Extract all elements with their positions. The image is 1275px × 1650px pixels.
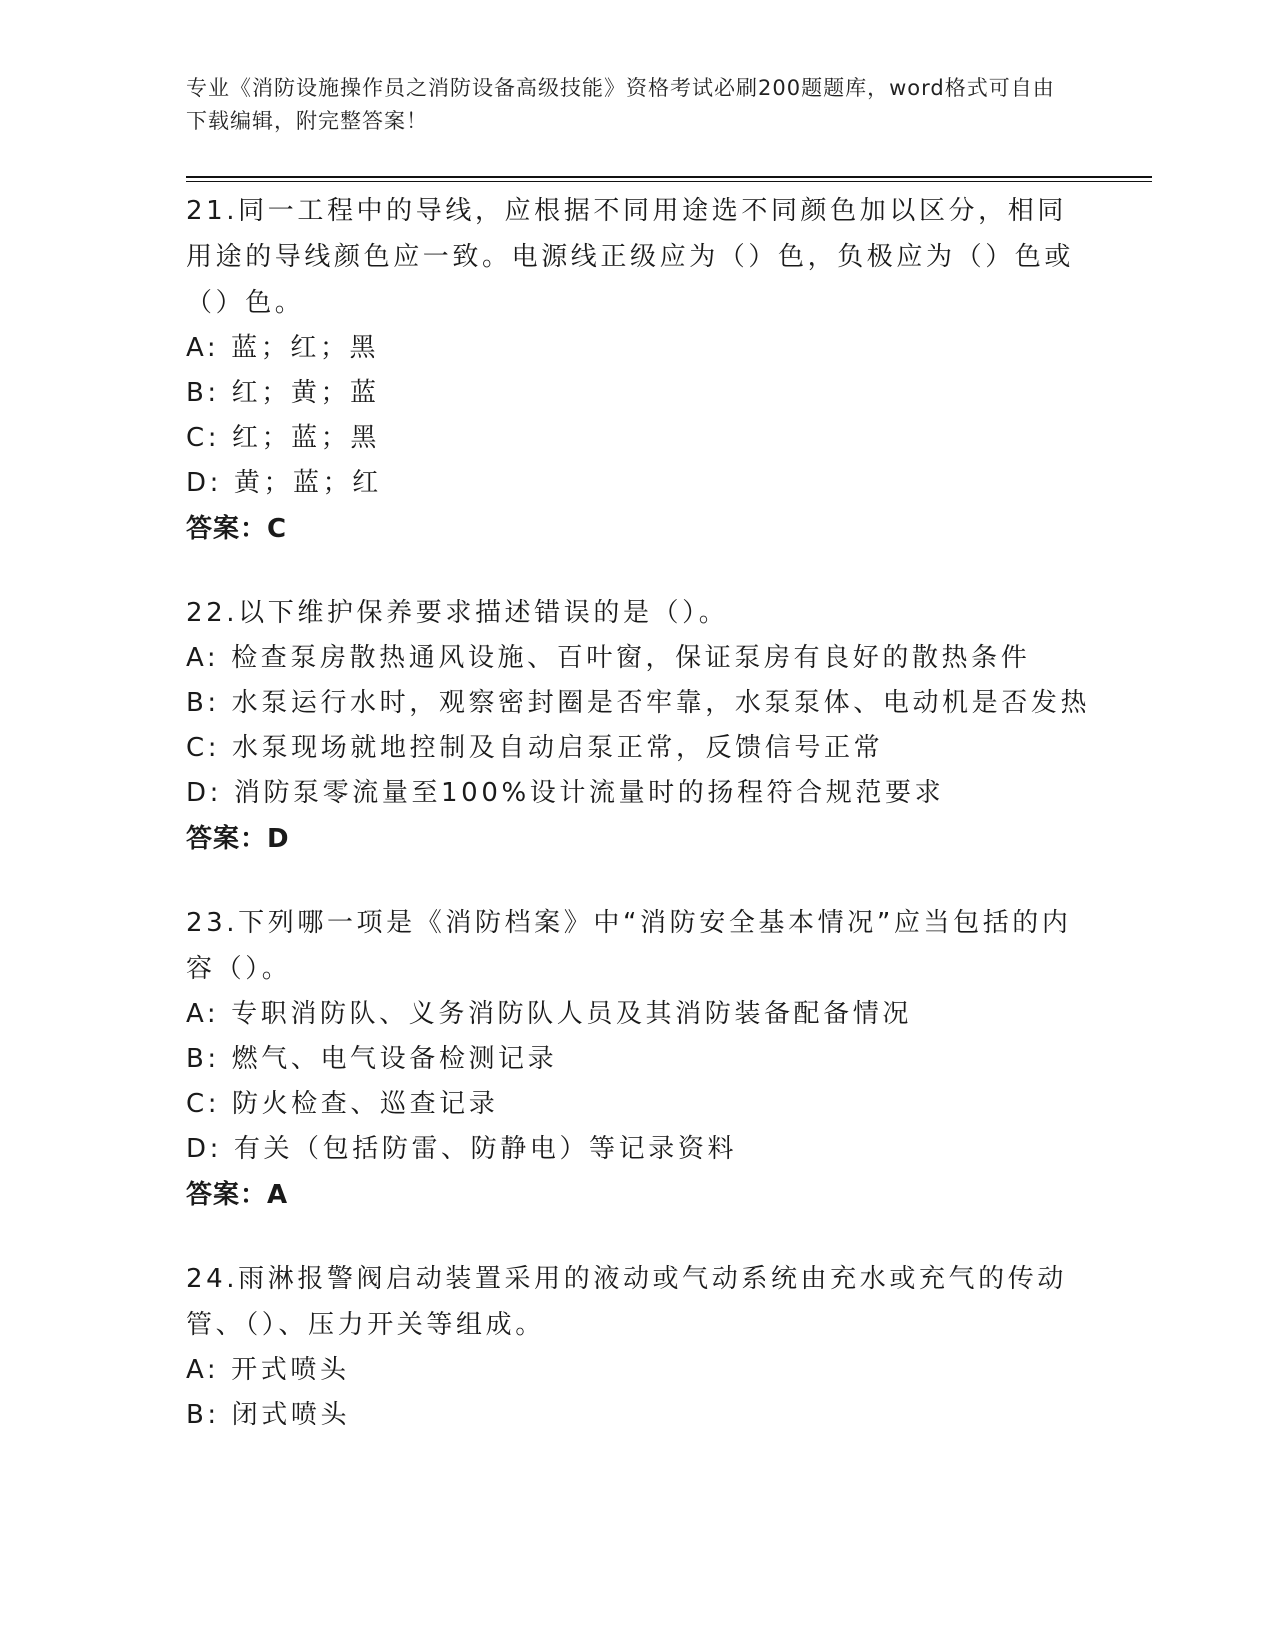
- header-divider-thick: [186, 176, 1152, 178]
- option-b: B: 燃气、电气设备检测记录: [186, 1044, 558, 1074]
- option-d: D: 黄；蓝；红: [186, 468, 382, 498]
- option-c: C: 防火检查、巡查记录: [186, 1089, 499, 1119]
- option-d: D: 消防泵零流量至100%设计流量时的扬程符合规范要求: [186, 778, 945, 808]
- question-stem: 21.同一工程中的导线，应根据不同用途选不同颜色加以区分，相同用途的导线颜色应一致。电源线正级应为（）色，负极应为（）色或（）色。: [186, 196, 1075, 318]
- option-a: A: 开式喷头: [186, 1355, 350, 1385]
- option-b: B: 闭式喷头: [186, 1400, 351, 1430]
- option-a: A: 检查泵房散热通风设施、百叶窗，保证泵房有良好的散热条件: [186, 643, 1031, 673]
- option-d: D: 有关（包括防雷、防静电）等记录资料: [186, 1134, 738, 1164]
- question-stem: 22.以下维护保养要求描述错误的是（）。: [186, 598, 729, 628]
- option-c: C: 水泵现场就地控制及自动启泵正常，反馈信号正常: [186, 733, 884, 763]
- answer: 答案：A: [186, 1180, 289, 1210]
- option-b: B: 水泵运行水时，观察密封圈是否牢靠，水泵泵体、电动机是否发热: [186, 688, 1091, 718]
- question-list: [186, 188, 1091, 1476]
- question-stem: 23.下列哪一项是《消防档案》中“消防安全基本情况”应当包括的内容（）。: [186, 908, 1072, 984]
- option-b: B: 红；黄；蓝: [186, 378, 380, 408]
- document-header: 专业《消防设施操作员之消防设备高级技能》资格考试必刷200题题库，word格式可自由下载编辑，附完整答案！: [186, 76, 1055, 133]
- question-22: [186, 590, 1091, 862]
- question-21: [186, 188, 1076, 552]
- option-c: C: 红；蓝；黑: [186, 423, 380, 453]
- question-24: [186, 1256, 1076, 1438]
- answer: 答案：C: [186, 514, 288, 544]
- question-stem: 24.雨淋报警阀启动装置采用的液动或气动系统由充水或充气的传动管、（）、压力开关等组成。: [186, 1264, 1067, 1340]
- answer: 答案：D: [186, 824, 290, 854]
- option-a: A: 蓝；红；黑: [186, 333, 380, 363]
- question-23: [186, 900, 1076, 1218]
- header-divider-thin: [186, 181, 1152, 182]
- option-a: A: 专职消防队、义务消防队人员及其消防装备配备情况: [186, 999, 912, 1029]
